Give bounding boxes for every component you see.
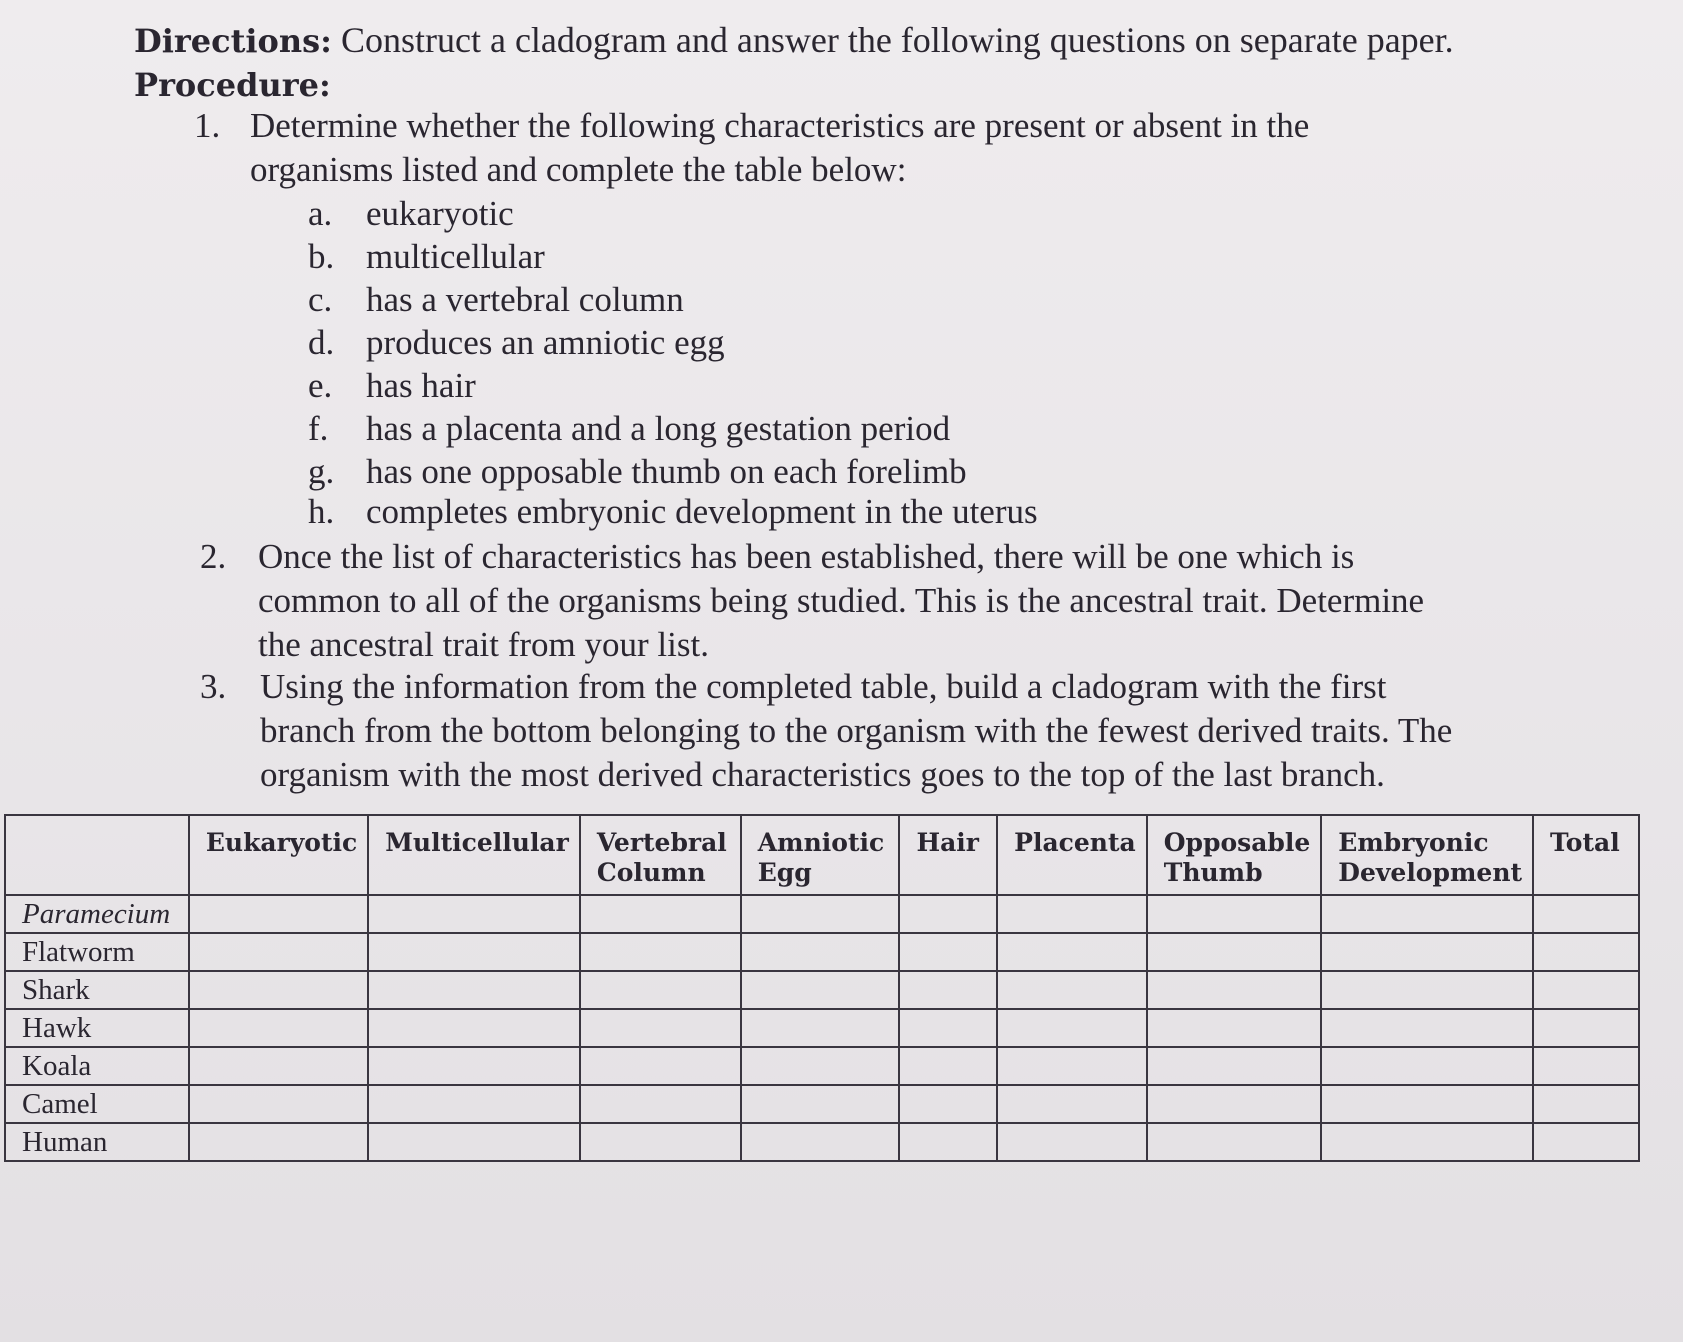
- trait-cell[interactable]: [368, 1123, 580, 1161]
- characteristic-item: [308, 321, 725, 364]
- characteristic-item: [308, 364, 476, 407]
- column-header: Placenta: [997, 815, 1147, 895]
- table-row: [5, 1009, 1639, 1047]
- organism-name: Koala: [5, 1047, 189, 1085]
- procedure-heading: Procedure:: [134, 66, 331, 104]
- directions-line: [134, 18, 1454, 63]
- trait-cell[interactable]: [1147, 1009, 1322, 1047]
- item-text: produces an amniotic egg: [366, 323, 725, 362]
- characteristic-item: [308, 490, 1038, 533]
- trait-cell[interactable]: [189, 971, 368, 1009]
- trait-cell[interactable]: [741, 1047, 900, 1085]
- trait-cell[interactable]: [580, 971, 741, 1009]
- trait-cell[interactable]: [899, 971, 997, 1009]
- column-header: Opposable Thumb: [1147, 815, 1322, 895]
- trait-cell[interactable]: [741, 933, 900, 971]
- total-cell[interactable]: [1533, 971, 1639, 1009]
- step-number: 1.: [194, 106, 221, 145]
- total-cell[interactable]: [1533, 1085, 1639, 1123]
- item-letter: a.: [308, 194, 333, 233]
- table-row: [5, 1085, 1639, 1123]
- step-text: Once the list of characteristics has been established, there will be one which is common to all of the organisms being studied. This is the ancestral trait. Determine the ancestral trait from your list.: [258, 537, 1425, 664]
- item-letter: g.: [308, 452, 335, 491]
- trait-cell[interactable]: [997, 1085, 1147, 1123]
- trait-cell[interactable]: [189, 1123, 368, 1161]
- trait-cell[interactable]: [368, 1009, 580, 1047]
- trait-cell[interactable]: [368, 895, 580, 933]
- trait-cell[interactable]: [1147, 1123, 1322, 1161]
- trait-cell[interactable]: [899, 895, 997, 933]
- trait-cell[interactable]: [741, 1123, 900, 1161]
- trait-cell[interactable]: [899, 1123, 997, 1161]
- step-text: Using the information from the completed table, build a cladogram with the first branch from the bottom belonging to the organism with the fewest derived traits. The organism with the most derived characteristics goes to the top of the last branch.: [260, 667, 1453, 794]
- trait-cell[interactable]: [899, 1047, 997, 1085]
- table-row: [5, 971, 1639, 1009]
- organism-name: Camel: [5, 1085, 189, 1123]
- trait-cell[interactable]: [997, 895, 1147, 933]
- total-cell[interactable]: [1533, 1047, 1639, 1085]
- trait-cell[interactable]: [899, 1085, 997, 1123]
- directions-label: Directions:: [134, 22, 332, 60]
- trait-cell[interactable]: [189, 895, 368, 933]
- trait-cell[interactable]: [1321, 1123, 1533, 1161]
- trait-cell[interactable]: [1321, 1047, 1533, 1085]
- trait-cell[interactable]: [1147, 933, 1322, 971]
- trait-cell[interactable]: [997, 1123, 1147, 1161]
- item-text: has a placenta and a long gestation period: [366, 409, 951, 448]
- column-header: Vertebral Column: [580, 815, 741, 895]
- organism-name: Human: [5, 1123, 189, 1161]
- table-row: [5, 933, 1639, 971]
- trait-cell[interactable]: [1147, 971, 1322, 1009]
- trait-cell[interactable]: [580, 1047, 741, 1085]
- trait-cell[interactable]: [368, 1085, 580, 1123]
- trait-cell[interactable]: [368, 933, 580, 971]
- step-number: 3.: [200, 667, 227, 706]
- trait-cell[interactable]: [580, 1085, 741, 1123]
- item-text: has hair: [366, 366, 476, 405]
- trait-cell[interactable]: [189, 1009, 368, 1047]
- item-text: completes embryonic development in the uterus: [366, 492, 1038, 531]
- trait-cell[interactable]: [1321, 971, 1533, 1009]
- trait-cell[interactable]: [1321, 933, 1533, 971]
- trait-cell[interactable]: [741, 1085, 900, 1123]
- column-header: Eukaryotic: [189, 815, 368, 895]
- item-text: has a vertebral column: [366, 280, 684, 319]
- table-row: [5, 1047, 1639, 1085]
- trait-cell[interactable]: [368, 1047, 580, 1085]
- trait-cell[interactable]: [997, 971, 1147, 1009]
- total-cell[interactable]: [1533, 933, 1639, 971]
- trait-cell[interactable]: [189, 1047, 368, 1085]
- characteristic-item: [308, 278, 684, 321]
- trait-cell[interactable]: [580, 933, 741, 971]
- characteristic-item: [308, 235, 545, 278]
- item-letter: d.: [308, 323, 335, 362]
- trait-cell[interactable]: [1321, 895, 1533, 933]
- corner-cell: [5, 815, 189, 895]
- directions-text: Construct a cladogram and answer the following questions on separate paper.: [331, 20, 1454, 60]
- trait-cell[interactable]: [1147, 1085, 1322, 1123]
- item-letter: e.: [308, 366, 333, 405]
- trait-cell[interactable]: [741, 1009, 900, 1047]
- total-cell[interactable]: [1533, 895, 1639, 933]
- organism-name: Shark: [5, 971, 189, 1009]
- organism-name: Flatworm: [5, 933, 189, 971]
- procedure-step-1: [194, 104, 1494, 194]
- organism-name: Paramecium: [5, 895, 189, 933]
- trait-cell[interactable]: [741, 971, 900, 1009]
- step-text: Determine whether the following characteristics are present or absent in the organisms listed and complete the table below:: [250, 106, 1310, 189]
- total-cell[interactable]: [1533, 1123, 1639, 1161]
- total-cell[interactable]: [1533, 1009, 1639, 1047]
- column-header: Amniotic Egg: [741, 815, 900, 895]
- table-header-row: [5, 815, 1639, 895]
- item-text: has one opposable thumb on each forelimb: [366, 452, 967, 491]
- column-header: Embryonic Development: [1321, 815, 1533, 895]
- characteristic-item: [308, 407, 950, 450]
- item-letter: h.: [308, 492, 335, 531]
- trait-cell[interactable]: [741, 895, 900, 933]
- table-row: [5, 1123, 1639, 1161]
- trait-cell[interactable]: [189, 1085, 368, 1123]
- step-number: 2.: [200, 537, 227, 576]
- trait-cell[interactable]: [580, 1123, 741, 1161]
- column-header: Total: [1533, 815, 1639, 895]
- column-header: Multicellular: [368, 815, 580, 895]
- trait-cell[interactable]: [1147, 1047, 1322, 1085]
- trait-cell[interactable]: [580, 895, 741, 933]
- trait-cell[interactable]: [997, 1047, 1147, 1085]
- trait-cell[interactable]: [997, 933, 1147, 971]
- trait-cell[interactable]: [580, 1009, 741, 1047]
- trait-cell[interactable]: [899, 933, 997, 971]
- item-text: multicellular: [366, 237, 545, 276]
- trait-cell[interactable]: [899, 1009, 997, 1047]
- table-row: [5, 895, 1639, 933]
- characteristic-item: [308, 192, 514, 235]
- item-letter: b.: [308, 237, 335, 276]
- trait-cell[interactable]: [189, 933, 368, 971]
- characteristic-item: [308, 450, 967, 493]
- trait-cell[interactable]: [1321, 1009, 1533, 1047]
- trait-cell[interactable]: [368, 971, 580, 1009]
- trait-table: [4, 814, 1640, 1162]
- trait-cell[interactable]: [1321, 1085, 1533, 1123]
- procedure-step-2: [200, 535, 1550, 667]
- item-text: eukaryotic: [366, 194, 514, 233]
- trait-cell[interactable]: [1147, 895, 1322, 933]
- trait-cell[interactable]: [997, 1009, 1147, 1047]
- item-letter: f.: [308, 409, 329, 448]
- organism-name: Hawk: [5, 1009, 189, 1047]
- item-letter: c.: [308, 280, 333, 319]
- procedure-step-3: [200, 665, 1600, 815]
- column-header: Hair: [899, 815, 997, 895]
